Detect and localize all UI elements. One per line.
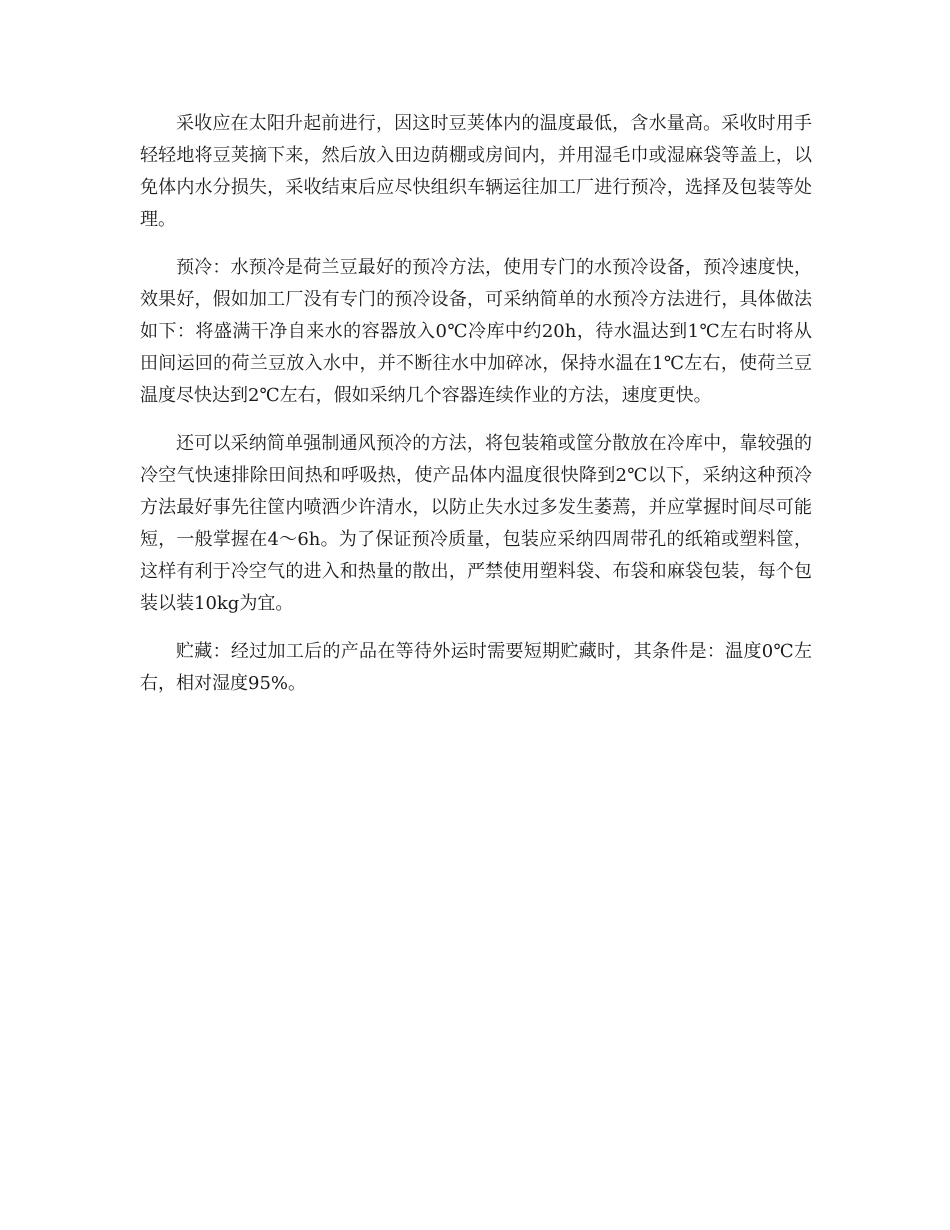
paragraph-harvest: 采收应在太阳升起前进行，因这时豆荚体内的温度最低，含水量高。采收时用手轻轻地将豆荚摘下来，然后放入田边荫棚或房间内，并用湿毛巾或湿麻袋等盖上，以免体内水分损失，采收结束后应尽快组织车辆运往加工厂进行预冷，选择及包装等处理。 — [140, 113, 812, 230]
paragraph-storage: 贮藏：经过加工后的产品在等待外运时需要短期贮藏时，其条件是：温度0℃左右，相对湿度95%。 — [140, 641, 812, 694]
document-body — [140, 108, 812, 716]
paragraph-precooling-air: 还可以采纳简单强制通风预冷的方法，将包装箱或筐分散放在冷库中，靠较强的冷空气快速排除田间热和呼吸热，使产品体内温度很快降到2℃以下，采纳这种预冷方法最好事先往筐内喷洒少许清水，以防止失水过多发生萎蔫，并应掌握时间尽可能短，一般掌握在4～6h。为了保证预冷质量，包装应采纳四周带孔的纸箱或塑料筐，这样有利于冷空气的进入和热量的散出，严禁使用塑料袋、布袋和麻袋包装，每个包装以装10kg为宜。 — [140, 433, 812, 614]
paragraph-precooling-water: 预冷：水预冷是荷兰豆最好的预冷方法，使用专门的水预冷设备，预冷速度快，效果好，假如加工厂没有专门的预冷设备，可采纳简单的水预冷方法进行，具体做法如下：将盛满干净自来水的容器放入0℃冷库中约20h，待水温达到1℃左右时将从田间运回的荷兰豆放入水中，并不断往水中加碎冰，保持水温在1℃左右，使荷兰豆温度尽快达到2℃左右，假如采纳几个容器连续作业的方法，速度更快。 — [140, 257, 812, 406]
